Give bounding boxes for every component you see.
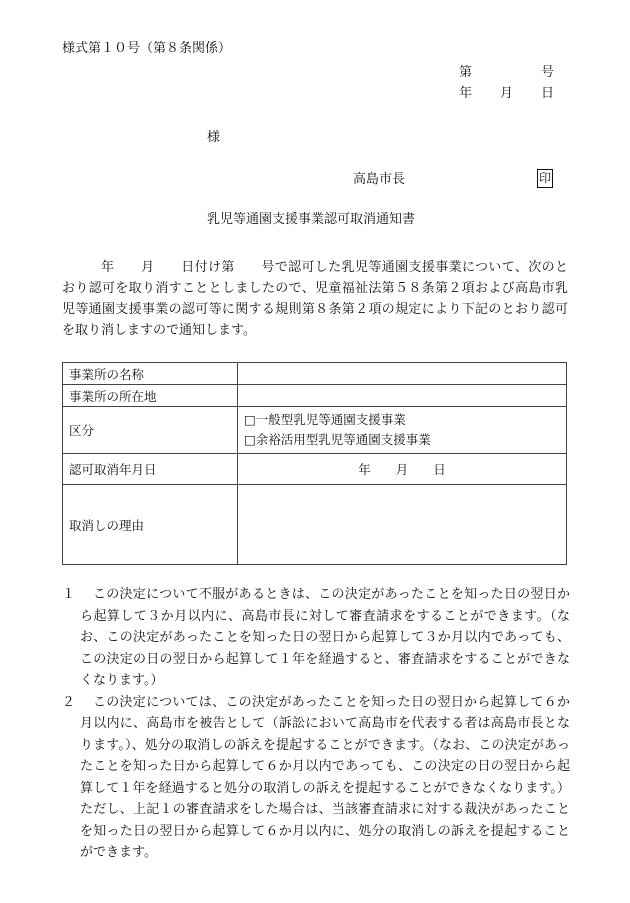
document-number-suffix: 号 xyxy=(541,65,555,80)
row-label: 事業所の名称 xyxy=(63,363,238,385)
addressee-suffix: 様 xyxy=(207,130,221,145)
issuer-name: 高島市長 xyxy=(353,172,406,187)
body-paragraph: 年 月 日付け第 号で認可した乳児等通園支援事業について、次のとおり認可を取り消すこととしましたので、児童福祉法第５８条第２項および高島市乳児等通園支援事業の認可等に関する規則第８条第２項の規定により下記のとおり認可を取り消しますので通知します。 xyxy=(62,260,568,338)
row-label: 認可取消年月日 xyxy=(63,454,238,485)
document-title: 乳児等通園支援事業認可取消通知書 xyxy=(207,212,416,227)
seal-box: 印 xyxy=(537,169,553,188)
date-month: 月 xyxy=(500,86,514,101)
row-label: 取消しの理由 xyxy=(63,485,238,565)
table-row xyxy=(63,363,567,385)
table-row xyxy=(63,385,567,407)
form-reference: 様式第１０号（第８条関係） xyxy=(62,41,232,56)
note-text: この決定については、この決定があったことを知った日の翌日から起算して６か月以内に、高島市を被告として（訴訟において高島市を代表する者は高島市長となります。）、処分の取消しの訴えを提起することができます。（なお、この決定があったことを知った日から起算して６か月以内であっても、この決定の日の翌日から起算して１年を経過すると処分の取消しの訴えを提起することができなくなります。）ただし、上記１の審査請求をした場合は、当該審査請求に対する裁決があったことを知った日の翌日から起算して６か月以内に、処分の取消しの訴えを提起することができます。 xyxy=(80,694,570,860)
category-option-surplus: □余裕活用型乳児等通園支援事業 xyxy=(244,432,431,447)
note-item xyxy=(62,584,570,692)
table-row xyxy=(63,485,567,565)
document-number-label: 第 xyxy=(459,65,473,80)
row-value xyxy=(238,485,567,565)
revocation-date-value: 年 月 日 xyxy=(238,454,567,485)
note-text: この決定について不服があるときは、この決定があったことを知った日の翌日から起算して３か月以内に、高島市長に対して審査請求をすることができます。（なお、この決定があったことを知った日の翌日から起算して３か月以内であっても、この決定の日の翌日から起算して１年を経過すると、審査請求をすることができなくなります。） xyxy=(80,587,570,688)
table-row xyxy=(63,454,567,485)
row-value xyxy=(238,363,567,385)
date-day: 日 xyxy=(541,86,555,101)
category-option-general: □一般型乳児等通園支援事業 xyxy=(244,412,406,427)
note-item xyxy=(62,692,570,864)
note-number: ２ xyxy=(62,694,76,710)
table-row xyxy=(63,407,567,454)
row-value xyxy=(238,385,567,407)
note-number: １ xyxy=(62,587,76,602)
row-label: 事業所の所在地 xyxy=(63,385,238,407)
appeal-notes xyxy=(62,584,570,864)
details-table xyxy=(62,362,567,565)
date-year: 年 xyxy=(459,86,473,101)
row-label: 区分 xyxy=(63,407,238,454)
